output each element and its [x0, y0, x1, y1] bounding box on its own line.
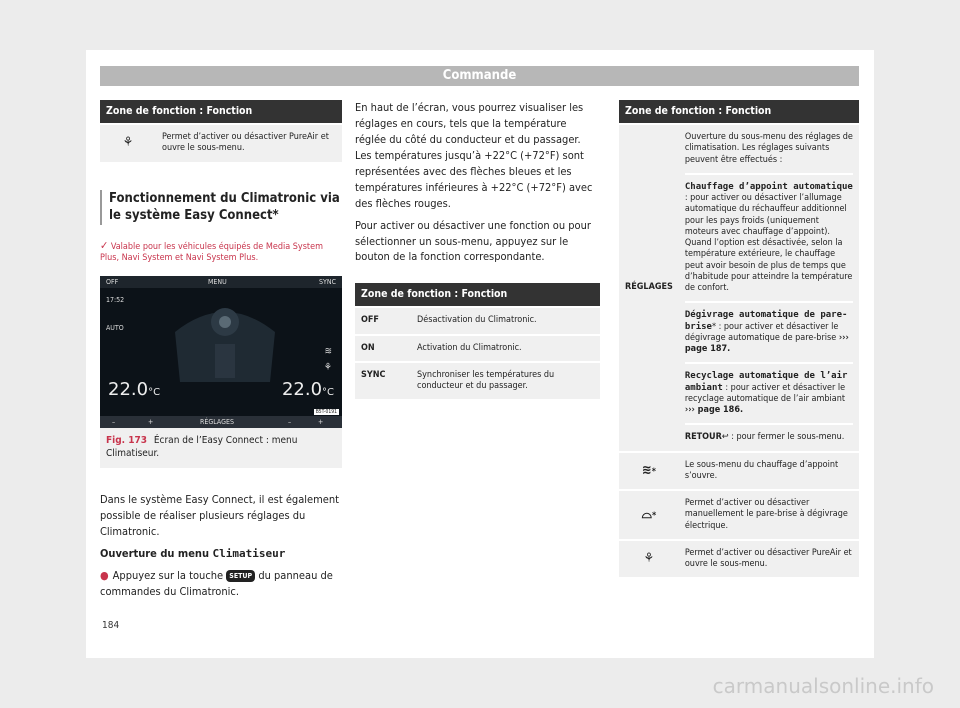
table-row: OFF Désactivation du Climatronic. — [355, 307, 600, 334]
screen-sync-label: SYNC — [319, 278, 336, 287]
bullet-item: ● Appuyez sur la touche SETUP du panneau de commandes du Climatronic. — [100, 568, 333, 598]
pureair-icon: ⚘ — [643, 550, 655, 566]
page-number: 184 — [102, 620, 120, 631]
function-table-left — [100, 100, 342, 162]
table-row — [100, 124, 342, 162]
function-table-middle — [355, 283, 600, 399]
column-left — [100, 100, 342, 600]
subheading: Ouverture du menu Climatiseur — [100, 546, 286, 560]
table-row: ⌓* Permet d’activer ou désactiver manuellement le pare-brise à dégivrage électrique. — [619, 490, 859, 540]
temp-right-minus: – — [288, 418, 292, 427]
image-code: B5T-0191 — [315, 409, 337, 416]
paragraph: En haut de l’écran, vous pourrez visualiser les réglages en cours, tels que la température réglée du côté du conducteur et du passager. Les températures jusqu’à +22°C (+72°F) sont représentées avec des flèches bleues et les températures inférieures à +22°C (+72°F) avec des flèches rouges. — [355, 101, 593, 210]
temp-right-plus: + — [318, 418, 324, 427]
temp-left-minus: – — [112, 418, 116, 427]
paragraph: Pour activer ou désactiver une fonction ou pour sélectionner un sous-menu, appuyez sur le bouton de la fonction correspondante. — [355, 218, 591, 264]
pureair-icon: ⚘ — [122, 135, 134, 151]
table-row: ≋* Le sous-menu du chauffage d’appoint s’ouvre. — [619, 452, 859, 491]
table-header: Zone de fonction : Fonction — [355, 283, 600, 307]
table-row: SYNC Synchroniser les températures du conducteur et du passager. — [355, 362, 600, 400]
check-icon: ✓ — [100, 238, 109, 252]
return-arrow-icon: ↩ — [721, 432, 729, 443]
table-header: Zone de fonction : Fonction — [100, 100, 342, 124]
page-header: Commande — [100, 66, 859, 86]
paragraph: Dans le système Easy Connect, il est également possible de réaliser plusieurs réglages du Climatronic. — [100, 493, 339, 538]
column-right — [619, 100, 859, 577]
temp-right: 22.0 — [281, 379, 323, 401]
validity-note: ✓ Valable pour les véhicules équipés de Media System Plus, Navi System et Navi System Plus. — [100, 238, 323, 263]
table-cell: Permet d’activer ou désactiver PureAir et ouvre le sous-menu. — [156, 124, 342, 162]
bullet-icon: ● — [100, 568, 109, 582]
reglages-key: RÉGLAGES — [619, 124, 679, 452]
screen-menu-label: MENU — [208, 278, 227, 287]
column-middle — [355, 100, 600, 399]
windshield-heat-icon: ⌓ — [641, 506, 652, 522]
table-header: Zone de fonction : Fonction — [619, 100, 859, 124]
screen-time: 17:52 — [106, 296, 125, 305]
temp-left-plus: + — [148, 418, 154, 427]
section-title: Fonctionnement du Climatronic via le système Easy Connect* — [100, 190, 342, 225]
table-row: ⚘ Permet d’activer ou désactiver PureAir et ouvre le sous-menu. — [619, 540, 859, 578]
figure-label: Fig. 173 — [106, 435, 147, 447]
dashboard-illustration — [170, 292, 280, 384]
function-table-right — [619, 100, 859, 577]
screen-off-label: OFF — [106, 278, 119, 287]
setup-button-icon: SETUP — [226, 570, 255, 582]
table-row: RÉGLAGES Ouverture du sous-menu des réglages de climatisation. Les réglages suivants peuvent être effectués : Chauffage d’appoint automatique : pour activer ou désactiver l’allumage automatique du réchauffeur additionnel pour les pays froids (uniquement moteurs avec chauffage d’appoint). Quand l’option est désactivée, selon la température extérieure, le chauffage peut avoir besoin de plus de temps que d’habitude pour atteindre la température de confort. Dégivrage automatique de pare-brise* : pour activer et désactiver le dégivrage automatique de pare-brise ››› page 187. Recyclage automatique de l’air ambiant : pour activer et désactiver le recyclage automatique de l’air ambiant ››› page 186. RETOUR↩ : pour fermer le sous-menu. — [619, 124, 859, 452]
page-reference: ››› page 187. — [684, 332, 849, 354]
seat-heater-icon: ≋ — [641, 462, 652, 478]
temp-left: 22.0 — [108, 379, 149, 401]
table-row: ON Activation du Climatronic. — [355, 335, 600, 362]
screen-reglages-label: RÉGLAGES — [200, 418, 234, 427]
seat-heater-icon: ≋ — [324, 346, 332, 358]
easy-connect-screen-image: OFF MENU SYNC 17:52 AUTO ≋ ⚘ 22.0°C 22.0°C – + RÉGLAGES – + B5T-0191 — [100, 276, 342, 428]
screen-auto: AUTO — [106, 324, 124, 333]
figure-caption: Fig. 173 Écran de l’Easy Connect : menu Climatiseur. — [100, 428, 342, 468]
page-reference: ››› page 186. — [684, 405, 744, 415]
pureair-icon: ⚘ — [323, 362, 332, 374]
watermark: carmanualsonline.info — [712, 674, 934, 698]
